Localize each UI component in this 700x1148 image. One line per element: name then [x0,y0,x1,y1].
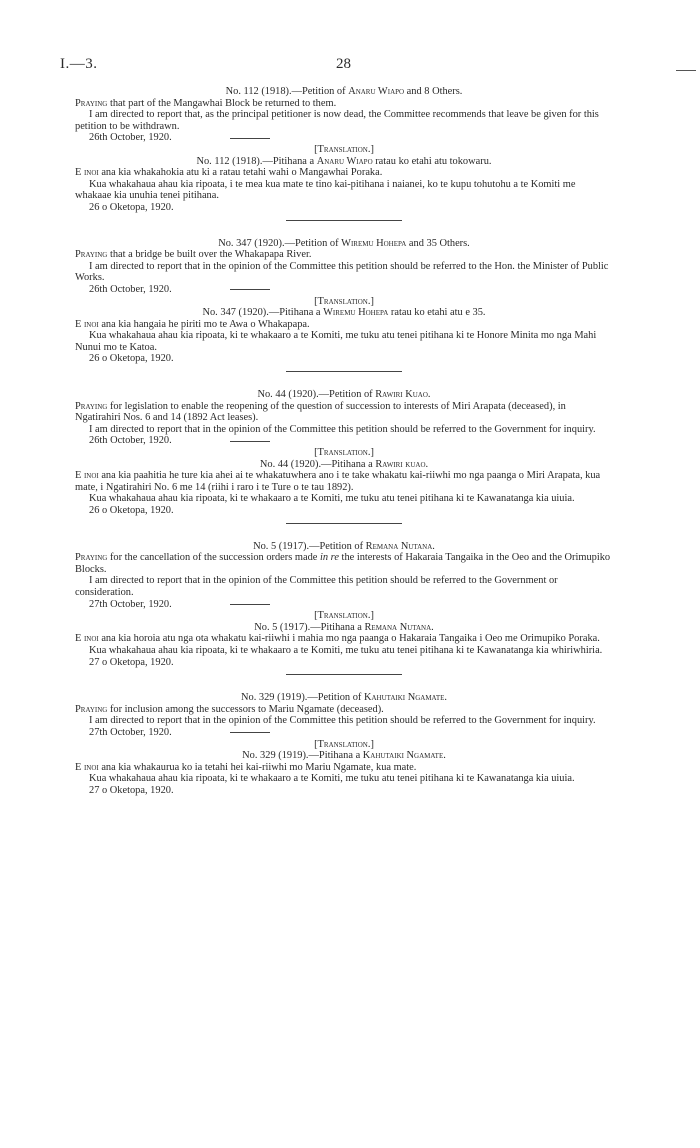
praying-lead: Praying [75,552,108,564]
maori-report-paragraph: Kua whakahaua ahau kia ripoata, ki te whakaaro a te Komiti, me tuku atu tenei pitihana ki te Honore Minita mo nga Mahi Nunui mo te Katoa. [75,330,597,353]
header-rule [676,70,696,71]
praying-lead: Praying [75,97,108,109]
date-line [75,435,613,447]
inoi-text: ana kia hangaia he piriti mo te Awa o Whakapapa. [98,318,310,330]
translation-label: [Translation.] [314,447,374,459]
inoi-lead: E inoi [75,167,99,179]
date-text: 26th October, 1920. [89,435,172,447]
short-dash [230,138,270,139]
petition-entry [75,86,613,221]
translation-label: [Translation.] [314,295,374,307]
heading-suffix: . [443,750,446,762]
praying-paragraph [75,401,613,424]
date-text: 26th October, 1920. [89,283,172,295]
date-line [75,284,613,296]
inoi-text: ana kia whakahokia atu ki a ratau tetahi wahi o Mangawhai Poraka. [98,167,383,179]
inoi-paragraph [75,167,613,179]
page-number: 28 [336,56,351,72]
short-dash [230,441,270,442]
date-line [75,132,613,144]
short-dash [230,604,270,605]
inoi-paragraph [75,633,613,645]
maori-report-paragraph: Kua whakahaua ahau kia ripoata, ki te whakaaro a te Komiti, me tuku atu tenei pitihana ki te Kawanatanga kia uiuia. [89,773,575,785]
petition-heading [75,86,613,98]
heading-text: No. 44 (1920).—Pitihana a [259,458,376,470]
inoi-lead: E inoi [75,761,99,773]
praying-text: that a bridge be built over the Whakapapa River. [107,249,312,261]
document-reference: I.—3. [60,56,98,72]
praying-paragraph [75,552,613,575]
heading-suffix: . [425,458,429,470]
section-divider [286,220,402,221]
praying-lead: Praying [75,249,108,261]
heading-suffix: and 35 Others. [406,237,470,249]
short-dash [230,289,270,290]
heading-suffix: . [432,540,435,552]
section-divider [286,674,402,675]
translation-label: [Translation.] [314,738,374,750]
date-line [75,727,613,739]
praying-text: for inclusion among the successors to Mariu Ngamate (deceased). [107,703,384,715]
heading-text: No. 112 (1918).—Pitihana a [196,155,317,167]
petition-entry [75,531,613,676]
heading-text: No. 112 (1918).—Petition of [225,86,349,97]
maori-date-line: 26 o Oketopa, 1920. [89,505,174,516]
maori-date-line: 27 o Oketopa, 1920. [89,656,174,668]
inoi-text: ana kia whakaurua ko ia tetahi hei kai-riiwhi mo Mariu Ngamate, kua mate. [98,761,417,773]
report-paragraph: I am directed to report that in the opinion of the Committee this petition should be referred to the Hon. the Minister of Public Works. [75,260,609,284]
praying-lead: Praying [75,400,108,412]
petitioner-name: Remana Nutana [364,621,432,633]
petition-entry [75,682,613,796]
section-divider [286,371,402,372]
praying-text: that part of the Mangawhai Block be returned to them. [107,97,337,109]
heading-text: No. 329 (1919).—Pitihana a [242,750,363,762]
inoi-text: ana kia paahitia he ture kia ahei ai te whakatuwhera ano i te take whakatu kai-riiwhi mo nga paanga o Miri Arapata, kua mate, i Ngatirahiri No. 6 me 14 (riihi i raro i te Ture o te tau 1892). [75,470,601,493]
report-paragraph: I am directed to report that in the opinion of the Committee this petition should be referred to the Government or consideration. [75,575,558,598]
maori-report-paragraph: Kua whakahaua ahau kia ripoata, ki te whakaaro a te Komiti, me tuku atu tenei pitihana ki te Kawanatanga kia whiriwhiria. [89,644,603,656]
inoi-paragraph [75,319,613,331]
heading-text: No. 347 (1920).—Pitihana a [202,307,324,319]
short-dash [230,732,270,733]
petitioner-name: Wiremu Hohepa [341,237,407,249]
petition-heading [75,389,613,401]
heading-text: No. 5 (1917).—Petition of [253,540,366,552]
heading-suffix: . [431,621,434,633]
praying-lead: Praying [75,703,108,715]
date-text: 27th October, 1920. [89,726,172,738]
maori-date-line: 27 o Oketopa, 1920. [89,784,174,796]
petition-heading [75,541,613,553]
inoi-lead: E inoi [75,633,99,645]
petition-entry [75,379,613,524]
maori-report-paragraph: Kua whakahaua ahau kia ripoata, ki te whakaaro a te Komiti, me tuku atu tenei pitihana ki te Kawanatanga kia uiuia. [89,493,575,505]
maori-petition-heading [75,307,613,319]
report-paragraph: I am directed to report that in the opinion of the Committee this petition should be referred to the Government for inquiry. [89,423,596,435]
section-divider [286,523,402,524]
maori-petition-heading [75,622,613,634]
petitioner-name: Remana Nutana [365,540,433,552]
petitioner-name: Anaru Wiapo [348,86,405,97]
praying-text-continued: the interests of Hakaraia Tangaika in the Oeo and the Orimupiko Blocks. [75,552,611,575]
heading-suffix: ratau ko etahi atu e 35. [388,307,486,319]
inoi-lead: E inoi [75,318,99,330]
petitioner-name: Kahutaiki Ngamate [362,750,444,762]
petition-heading [75,692,613,704]
inoi-paragraph [75,470,613,493]
praying-paragraph [75,98,613,110]
date-text: 26th October, 1920. [89,132,172,144]
petitioner-name: Rawiri kuao [375,458,426,470]
translation-label: [Translation.] [314,610,374,622]
heading-suffix: ratau ko etahi atu tokowaru. [372,155,492,167]
inoi-paragraph [75,762,613,774]
maori-date-line: 26 o Oketopa, 1920. [89,353,174,365]
inoi-text: ana kia horoia atu nga ota whakatu kai-riiwhi i mahia mo nga paanga o Hakaraia Tangaika i Oeo me Orimupiko Poraka. [98,633,600,645]
praying-text: for legislation to enable the reopening of the question of succession to interests of Miri Arapata (deceased), in Ngatirahiri Nos. 6 and 14 (1892 Act leases). [75,400,566,424]
document-body [75,86,613,796]
heading-suffix: and 8 Others. [404,86,463,97]
petitioner-name: Kahutaiki Ngamate [363,692,445,704]
inoi-lead: E inoi [75,470,99,482]
praying-paragraph [75,249,613,261]
translation-label: [Translation.] [314,143,374,155]
heading-text: No. 329 (1919).—Petition of [241,692,364,704]
maori-report-paragraph: Kua whakahaua ahau kia ripoata, i te mea kua mate te tino kai-pitihana i naianei, ko te kupu tohutohu a te Komiti me whakaae kia unuhia tenei pitihana. [75,178,576,202]
heading-suffix: . [427,389,431,401]
report-paragraph: I am directed to report that in the opinion of the Committee this petition should be referred to the Government for inquiry. [89,715,596,727]
date-line [75,599,613,611]
heading-text: No. 44 (1920).—Petition of [257,389,376,401]
heading-text: No. 347 (1920).—Petition of [218,237,342,249]
praying-italic-text: in re [320,552,339,564]
maori-petition-heading [75,750,613,762]
maori-petition-heading [75,459,613,471]
heading-suffix: . [444,692,447,704]
petitioner-name: Rawiri Kuao [375,389,428,401]
petition-heading [75,238,613,250]
petition-entry [75,228,613,373]
heading-text: No. 5 (1917).—Pitihana a [254,621,365,633]
report-paragraph: I am directed to report that, as the principal petitioner is now dead, the Committee recommends that leave be given for this petition to be withdrawn. [75,109,599,132]
petitioner-name: Anaru Wiapo [316,155,373,167]
date-text: 27th October, 1920. [89,598,172,610]
petitioner-name: Wiremu Hohepa [323,307,389,319]
praying-text: for the cancellation of the succession orders made [107,552,320,564]
maori-date-line: 26 o Oketopa, 1920. [89,201,174,213]
maori-petition-heading [75,156,613,168]
praying-paragraph [75,704,613,716]
